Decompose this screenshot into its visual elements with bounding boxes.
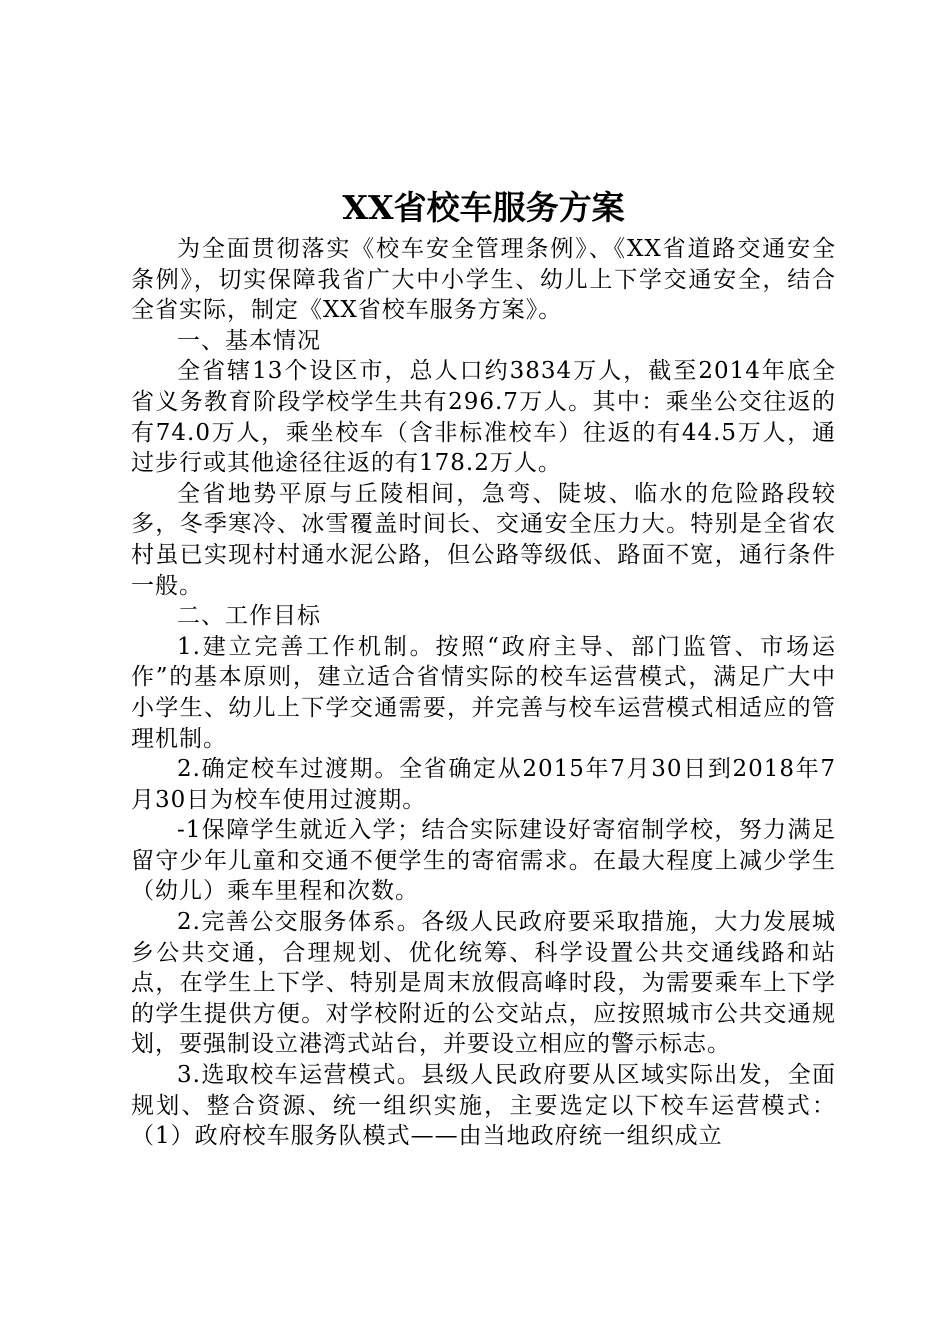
paragraph-statistics: 全省辖13个设区市，总人口约3834万人，截至2014年底全省义务教育阶段学校学生共有296.7万人。其中：乘坐公交往返的有74.0万人，乘坐校车（含非标准校车）往返的有44.5万人，通过步行或其他途径往返的有178.2万人。 — [131, 358, 836, 477]
paragraph-terrain: 全省地势平原与丘陵相间，急弯、陡坡、临水的危险路段较多，冬季寒冷、冰雪覆盖时间长、交通安全压力大。特别是全省农村虽已实现村村通水泥公路，但公路等级低、路面不宽，通行条件一般。 — [131, 480, 836, 599]
paragraph-goal-transition: 2.确定校车过渡期。全省确定从2015年7月30日到2018年7月30日为校车使用过渡期。 — [131, 756, 836, 813]
paragraph-public-transit: 2.完善公交服务体系。各级人民政府要采取措施，大力发展城乡公共交通，合理规划、优化统筹、科学设置公共交通线路和站点，在学生上下学、特别是周末放假高峰时段，为需要乘车上下学的学生提供方便。对学校附近的公交站点，应按照城市公共交通规划，要强制设立港湾式站台，并要设立相应的警示标志。 — [131, 909, 836, 1058]
paragraph-goal-mechanism: 1.建立完善工作机制。按照“政府主导、部门监管、市场运作”的基本原则，建立适合省情实际的校车运营模式，满足广大中小学生、幼儿上下学交通需要，并完善与校车运营模式相适应的管理机制。 — [131, 633, 836, 752]
section-heading-work-goals: 二、工作目标 — [177, 603, 321, 630]
section-heading-basic-situation: 一、基本情况 — [177, 327, 321, 354]
document-page — [131, 186, 836, 1152]
document-title: XX省校车服务方案 — [342, 188, 625, 227]
paragraph-intro: 为全面贯彻落实《校车安全管理条例》、《XX省道路交通安全条例》，切实保障我省广大中小学生、幼儿上下学交通安全，结合全省实际，制定《XX省校车服务方案》。 — [131, 236, 836, 324]
paragraph-nearby-enrollment: -1保障学生就近入学；结合实际建设好寄宿制学校，努力满足留守少年儿童和交通不便学生的寄宿需求。在最大程度上减少学生（幼儿）乘车里程和次数。 — [131, 817, 836, 905]
paragraph-operation-mode: 3.选取校车运营模式。县级人民政府要从区域实际出发，全面规划、整合资源、统一组织实施，主要选定以下校车运营模式：（1）政府校车服务队模式——由当地政府统一组织成立 — [131, 1062, 836, 1150]
